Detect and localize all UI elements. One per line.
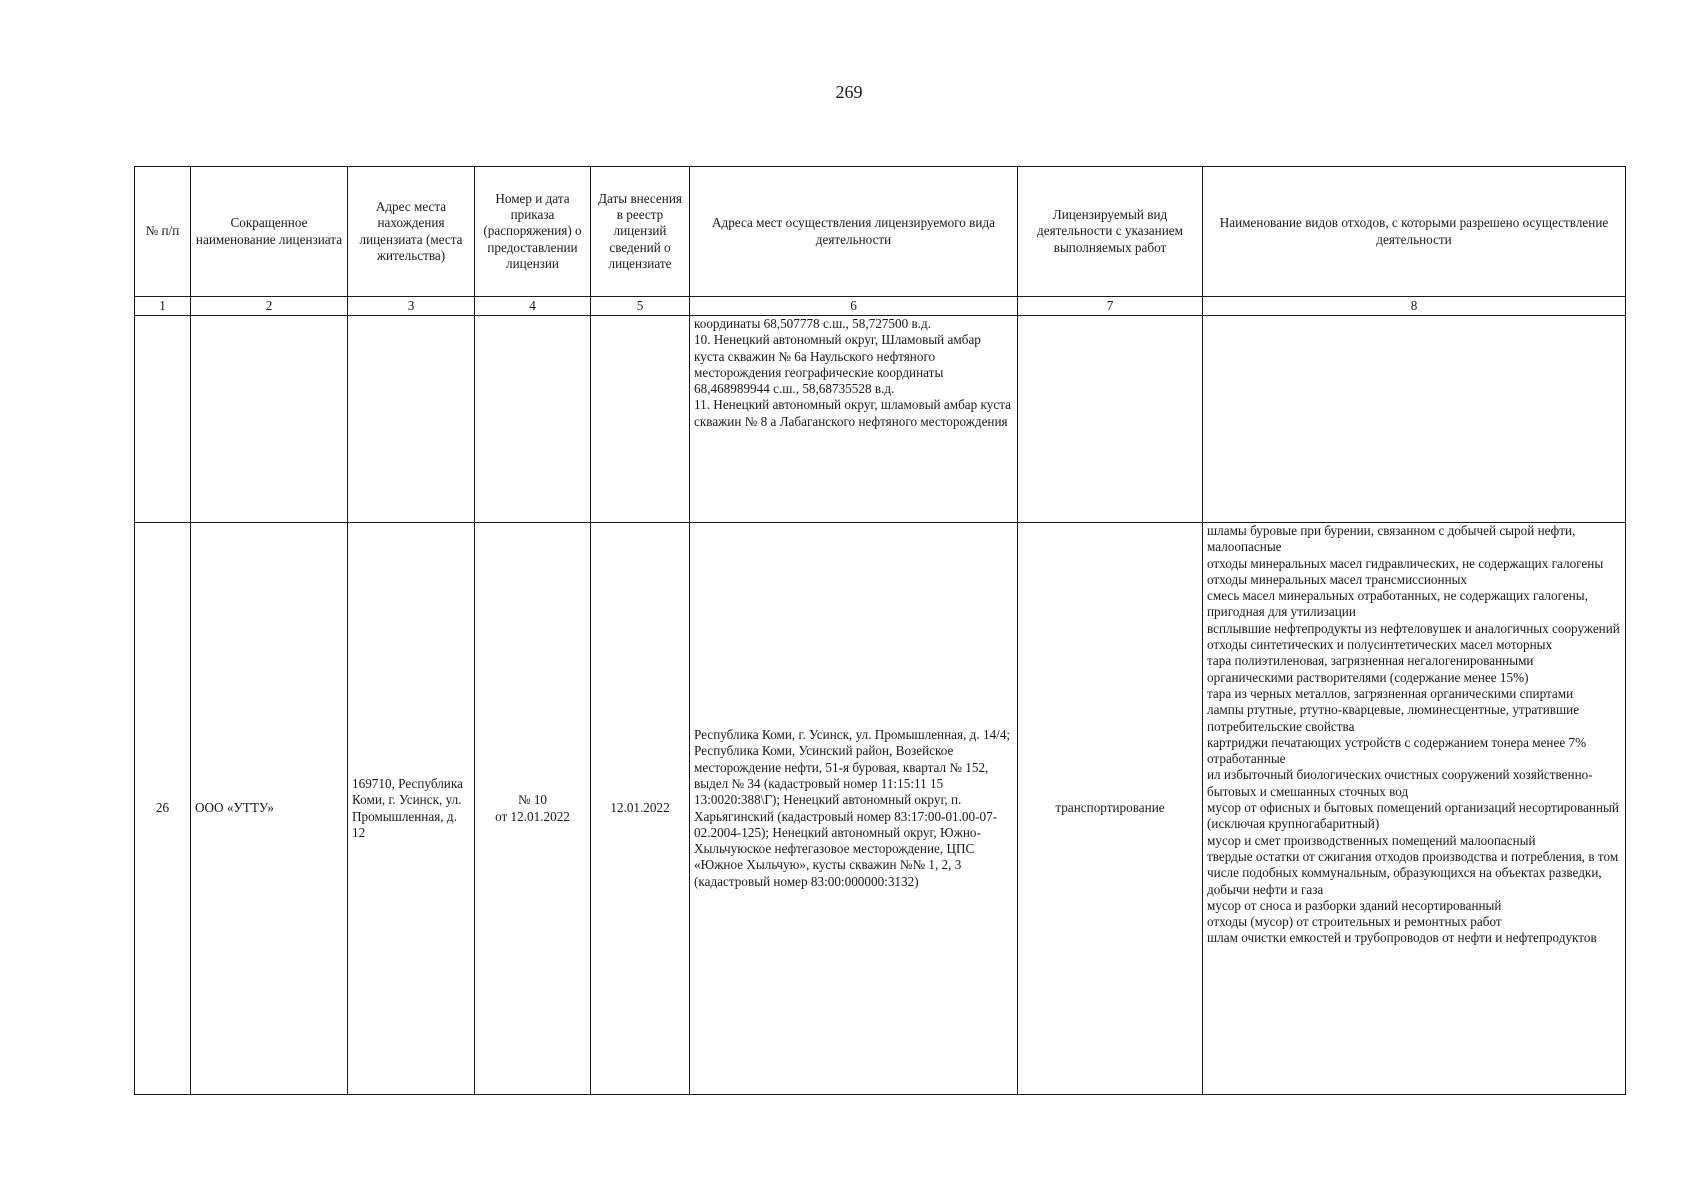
- waste-type: мусор и смет производственных помещений малоопасный: [1207, 832, 1536, 848]
- column-number: 4: [475, 297, 591, 316]
- empty-cell: [591, 316, 690, 523]
- empty-cell: [191, 316, 348, 523]
- waste-type: отходы минеральных масел трансмиссионных: [1207, 571, 1468, 587]
- column-number: 7: [1018, 297, 1203, 316]
- header-number: № п/п: [135, 167, 191, 297]
- column-number: 2: [191, 297, 348, 316]
- waste-type: тара полиэтиленовая, загрязненная негалогенированными органическими растворителями (содержание менее 15%): [1207, 653, 1534, 685]
- header-activity: Лицензируемый вид деятельности с указанием выполняемых работ: [1018, 167, 1203, 297]
- header-registry-dates: Даты внесения в реестр лицензий сведений о лицензиате: [591, 167, 690, 297]
- waste-type: отходы синтетических и полусинтетических масел моторных: [1207, 637, 1553, 653]
- empty-cell: [135, 316, 191, 523]
- header-licensee-address: Адрес места нахождения лицензиата (места жительства): [348, 167, 475, 297]
- licensee-address: 169710, Республика Коми, г. Усинск, ул. Промышленная, д. 12: [348, 523, 475, 1095]
- waste-type: смесь масел минеральных отработанных, не содержащих галогены, пригодная для утилизации: [1207, 588, 1588, 620]
- column-number: 5: [591, 297, 690, 316]
- license-registry-table: [134, 166, 1626, 1095]
- site-line: 11. Ненецкий автономный округ, шламовый амбар куста скважин № 8 а Лабаганского нефтяного месторождения: [694, 397, 1011, 429]
- registry-date: 12.01.2022: [591, 523, 690, 1095]
- waste-type: ил избыточный биологических очистных сооружений хозяйственно-бытовых и смешанных сточных вод: [1207, 767, 1593, 799]
- empty-cell: [1018, 316, 1203, 523]
- waste-type: мусор от офисных и бытовых помещений организаций несортированный (исключая крупногабаритный): [1207, 800, 1619, 832]
- order-number: № 10: [517, 792, 548, 808]
- activity-sites: Республика Коми, г. Усинск, ул. Промышленная, д. 14/4; Республика Коми, Усинский район, Возейское месторождение нефти, 51-я буровая, квартал № 152, выдел № 34 (кадастровый номер 11:15:11 15 13:0020:388\Г); Ненецкий автономный округ, п. Харьягинский (кадастровый номер 83:17:00-01.00-07-02.2004-125); Ненецкий автономный округ, Южно-Хыльчуюское нефтегазовое месторождение, ЦПС «Южное Хыльчую», кусты скважин №№ 1, 2, 3 (кадастровый номер 83:00:000000:3132): [690, 523, 1018, 1095]
- waste-type: отходы минеральных масел гидравлических, не содержащих галогены: [1207, 555, 1604, 571]
- waste-type: шлам очистки емкостей и трубопроводов от нефти и нефтепродуктов: [1207, 930, 1597, 946]
- order-date: от 12.01.2022: [495, 808, 570, 824]
- waste-type: тара из черных металлов, загрязненная органическими спиртами: [1207, 685, 1574, 701]
- column-number: 3: [348, 297, 475, 316]
- waste-type: мусор от сноса и разборки зданий несортированный: [1207, 897, 1502, 913]
- waste-type: всплывшие нефтепродукты из нефтеловушек и аналогичных сооружений: [1207, 620, 1620, 636]
- empty-cell: [348, 316, 475, 523]
- empty-cell: [475, 316, 591, 523]
- table-row: [135, 523, 1626, 1095]
- header-row: [135, 167, 1626, 297]
- waste-type: картриджи печатающих устройств с содержанием тонера менее 7% отработанные: [1207, 734, 1587, 767]
- continued-sites-cell: [690, 316, 1018, 523]
- column-number: 1: [135, 297, 191, 316]
- order-cell: [475, 523, 591, 1095]
- site-line: 10. Ненецкий автономный округ, Шламовый амбар куста скважин № 6а Наульского нефтяного месторождения географические координаты 68,468989944 с.ш., 58,68735528 в.д.: [694, 332, 981, 397]
- waste-type: твердые остатки от сжигания отходов производства и потребления, в том числе подобных коммунальным, образующихся на объектах разведки, добычи нефти и газа: [1207, 848, 1619, 897]
- table-row-continuation: [135, 316, 1626, 523]
- waste-type: шламы буровые при бурении, связанном с добычей сырой нефти, малоопасные: [1207, 523, 1576, 555]
- entry-number: 26: [135, 523, 191, 1095]
- header-waste-types: Наименование видов отходов, с которыми разрешено осуществление деятельности: [1203, 167, 1626, 297]
- header-sites: Адреса мест осуществления лицензируемого вида деятельности: [690, 167, 1018, 297]
- header-licensee-name: Сокращенное наименование лицензиата: [191, 167, 348, 297]
- waste-type: отходы (мусор) от строительных и ремонтных работ: [1207, 914, 1502, 930]
- column-number: 8: [1203, 297, 1626, 316]
- page-number: 269: [835, 82, 863, 102]
- column-number: 6: [690, 297, 1018, 316]
- column-number-row: [135, 297, 1626, 316]
- licensed-activity: транспортирование: [1018, 523, 1203, 1095]
- waste-types-cell: [1203, 523, 1626, 1095]
- empty-cell: [1203, 316, 1626, 523]
- header-order: Номер и дата приказа (распоряжения) о предоставлении лицензии: [475, 167, 591, 297]
- site-line: координаты 68,507778 с.ш., 58,727500 в.д.: [694, 316, 932, 331]
- waste-type: лампы ртутные, ртутно-кварцевые, люминесцентные, утратившие потребительские свойства: [1207, 702, 1580, 734]
- licensee-name: ООО «УТТУ»: [191, 523, 348, 1095]
